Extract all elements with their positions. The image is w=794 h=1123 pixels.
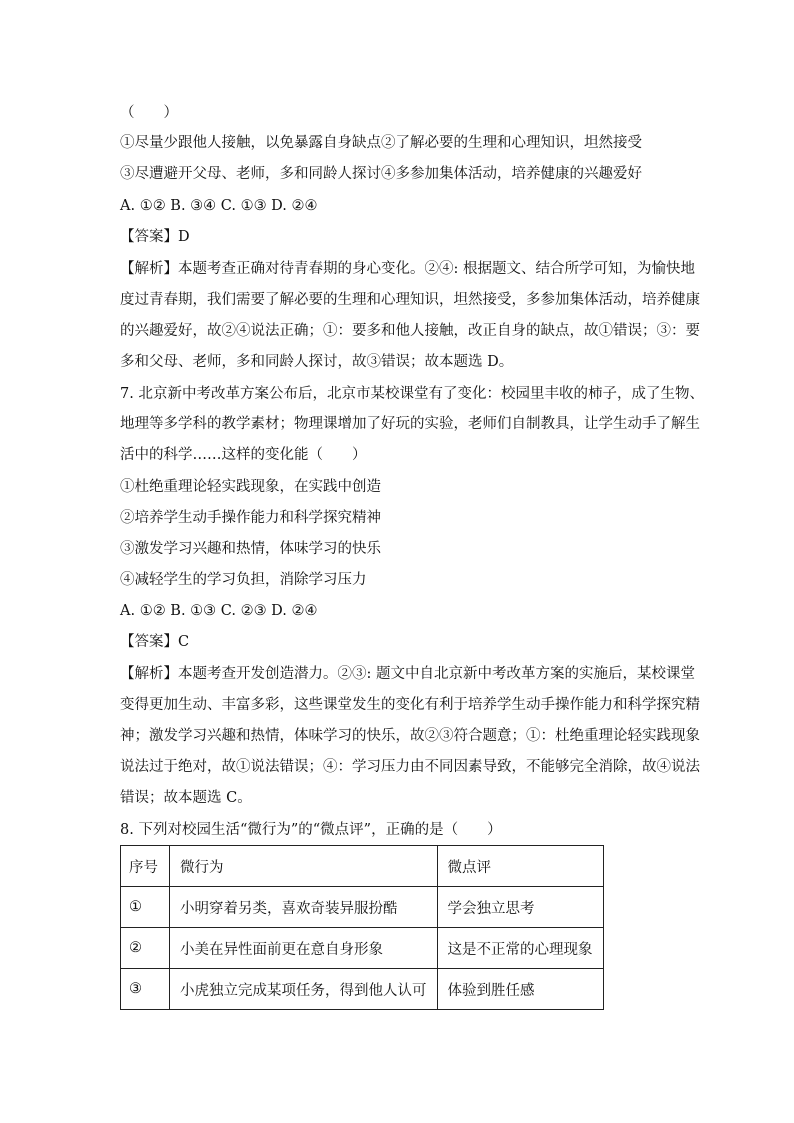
q6-analysis-line-1: 【解析】本题考查正确对待青春期的身心变化。②④: 根据题文、结合所学可知，为愉快地 — [120, 261, 695, 277]
table-cell: 体验到胜任感 — [437, 969, 603, 1010]
q6-options-line-2: ③尽遭避开父母、老师，多和同龄人探讨④多参加集体活动，培养健康的兴趣爱好 — [120, 166, 642, 182]
q6-options-line-1: ①尽量少跟他人接触，以免暴露自身缺点②了解必要的生理和心理知识，坦然接受 — [120, 135, 642, 151]
table-header-cell: 微行为 — [170, 846, 438, 887]
table-header-cell: 微点评 — [437, 846, 603, 887]
q6-paren: （ ） — [120, 105, 178, 121]
q7-analysis-line-5: 错误；故本题选 C。 — [120, 790, 252, 806]
q7-stem-line-2: 地理等多学科的教学素材；物理课增加了好玩的实验，老师们自制教具，让学生动手了解生 — [120, 416, 700, 432]
q7-option-1: ①杜绝重理论轻实践现象，在实践中创造 — [120, 479, 381, 495]
q7-answer: 【答案】C — [120, 634, 190, 650]
q7-analysis-line-3: 神；激发学习兴趣和热情，体味学习的快乐，故②③符合题意；①：杜绝重理论轻实践现象 — [120, 728, 700, 744]
table-cell: 小虎独立完成某项任务，得到他人认可 — [170, 969, 438, 1010]
q6-choices: A. ①② B. ③④ C. ①③ D. ②④ — [120, 198, 318, 214]
q8-stem: 8. 下列对校园生活“微行为”的“微点评”，正确的是（ ） — [120, 822, 502, 838]
table-row — [121, 887, 604, 928]
q7-stem-line-3: 活中的科学……这样的变化能（ ） — [120, 447, 367, 463]
q7-choices: A. ①② B. ①③ C. ②③ D. ②④ — [120, 603, 318, 619]
table-cell: ③ — [121, 969, 170, 1010]
q6-answer: 【答案】D — [120, 229, 190, 245]
q7-analysis-line-1: 【解析】本题考查开发创造潜力。②③: 题文中自北京新中考改革方案的实施后，某校课堂 — [120, 666, 695, 682]
q8-table — [120, 845, 604, 1010]
table-cell: ① — [121, 887, 170, 928]
table-cell: ② — [121, 928, 170, 969]
table-header-cell: 序号 — [121, 846, 170, 887]
q7-option-2: ②培养学生动手操作能力和科学探究精神 — [120, 510, 381, 526]
q7-option-4: ④减轻学生的学习负担，消除学习压力 — [120, 572, 367, 588]
table-row — [121, 969, 604, 1010]
q7-stem-line-1: 7. 北京新中考改革方案公布后，北京市某校课堂有了变化：校园里丰收的柿子，成了生物、 — [120, 386, 704, 402]
q6-analysis-line-3: 的兴趣爱好，故②④说法正确；①：要多和他人接触，改正自身的缺点，故①错误；③：要 — [120, 323, 700, 339]
table-cell: 小明穿着另类，喜欢奇装异服扮酷 — [170, 887, 438, 928]
q7-option-3: ③激发学习兴趣和热情，体味学习的快乐 — [120, 541, 381, 557]
q6-analysis-line-2: 度过青春期，我们需要了解必要的生理和心理知识，坦然接受，多参加集体活动，培养健康 — [120, 292, 700, 308]
table-cell: 这是不正常的心理现象 — [437, 928, 603, 969]
table-row — [121, 928, 604, 969]
table-cell: 小美在异性面前更在意自身形象 — [170, 928, 438, 969]
table-header-row — [121, 846, 604, 887]
q7-analysis-line-2: 变得更加生动、丰富多彩，这些课堂发生的变化有利于培养学生动手操作能力和科学探究精 — [120, 697, 700, 713]
table-cell: 学会独立思考 — [437, 887, 603, 928]
q6-analysis-line-4: 多和父母、老师，多和同龄人探讨，故③错误；故本题选 D。 — [120, 354, 514, 370]
q7-analysis-line-4: 说法过于绝对，故①说法错误；④：学习压力由不同因素导致，不能够完全消除，故④说法 — [120, 759, 700, 775]
